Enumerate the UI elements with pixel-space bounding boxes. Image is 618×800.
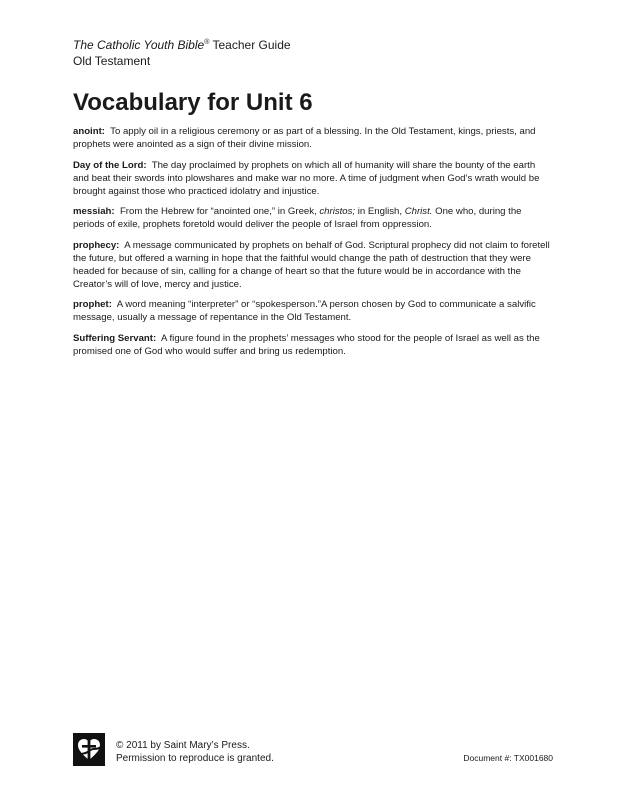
vocab-entry-anoint: [73, 125, 553, 151]
vocabulary-list: [73, 125, 553, 365]
vocab-definition-part3: One who, during the periods of exile, prophets foretold would deliver the people of Israel from oppression.: [73, 206, 522, 230]
vocab-definition: A figure found in the prophets’ messages who stood for the people of Israel as well as the promised one of God who would suffer and bring us redemption.: [73, 332, 540, 357]
vocab-entry-suffering-servant: [73, 332, 553, 358]
vocab-definition-english: Christ.: [404, 206, 433, 217]
vocab-definition-greek: christos;: [319, 206, 356, 217]
page-footer: [73, 733, 553, 769]
document-number: Document #: TX001680: [463, 753, 553, 763]
vocab-term: anoint:: [73, 126, 105, 137]
guide-label: Teacher Guide: [212, 38, 291, 52]
running-header: [73, 37, 291, 69]
page-title: Vocabulary for Unit 6: [73, 89, 313, 116]
vocab-term: Day of the Lord:: [73, 159, 147, 171]
copyright-line: © 2011 by Saint Mary’s Press.: [116, 740, 250, 751]
vocab-definition: A message communicated by prophets on behalf of God. Scriptural prophecy did not claim to foretell the future, but offered a warning in hope that the faithful would change the path of destruction that they were headed for because of sin, calling for a change of heart so that the future would be in accordance with the Creator’s will of love, mercy and justice.: [73, 239, 550, 290]
saint-marys-press-logo-icon: [73, 733, 105, 766]
book-title: The Catholic Youth Bible: [73, 38, 205, 52]
vocab-entry-day-of-the-lord: [73, 159, 553, 198]
vocab-term: messiah:: [73, 206, 115, 217]
vocab-entry-prophecy: [73, 239, 553, 291]
permission-line: Permission to reproduce is granted.: [116, 753, 274, 764]
vocab-definition-part2: in English,: [355, 206, 405, 217]
vocab-definition: A word meaning “interpreter” or “spokesperson.”A person chosen by God to communicate a salvific message, usually a message of repentance in the Old Testament.: [73, 299, 536, 323]
header-subtitle: Old Testament: [73, 54, 151, 68]
vocab-term: prophet:: [73, 299, 112, 310]
vocab-term: prophecy:: [73, 239, 120, 251]
vocab-definition-part1: From the Hebrew for “anointed one,” in Greek,: [119, 206, 320, 217]
vocab-entry-messiah: [73, 205, 553, 231]
vocab-entry-prophet: [73, 298, 553, 324]
registered-mark: ®: [204, 39, 210, 46]
header-line-1: [73, 37, 291, 53]
copyright-notice: [116, 739, 274, 765]
vocab-term: Suffering Servant:: [73, 332, 157, 344]
vocab-definition: To apply oil in a religious ceremony or as part of a blessing. In the Old Testament, kings, priests, and prophets were anointed as a sign of their divine mission.: [73, 126, 536, 150]
vocab-definition: The day proclaimed by prophets on which all of humanity will share the bounty of the earth and beat their swords into plowshares and make war no more. A time of judgment when God’s wrath would be brought against those who practiced idolatry and injustice.: [73, 159, 540, 197]
